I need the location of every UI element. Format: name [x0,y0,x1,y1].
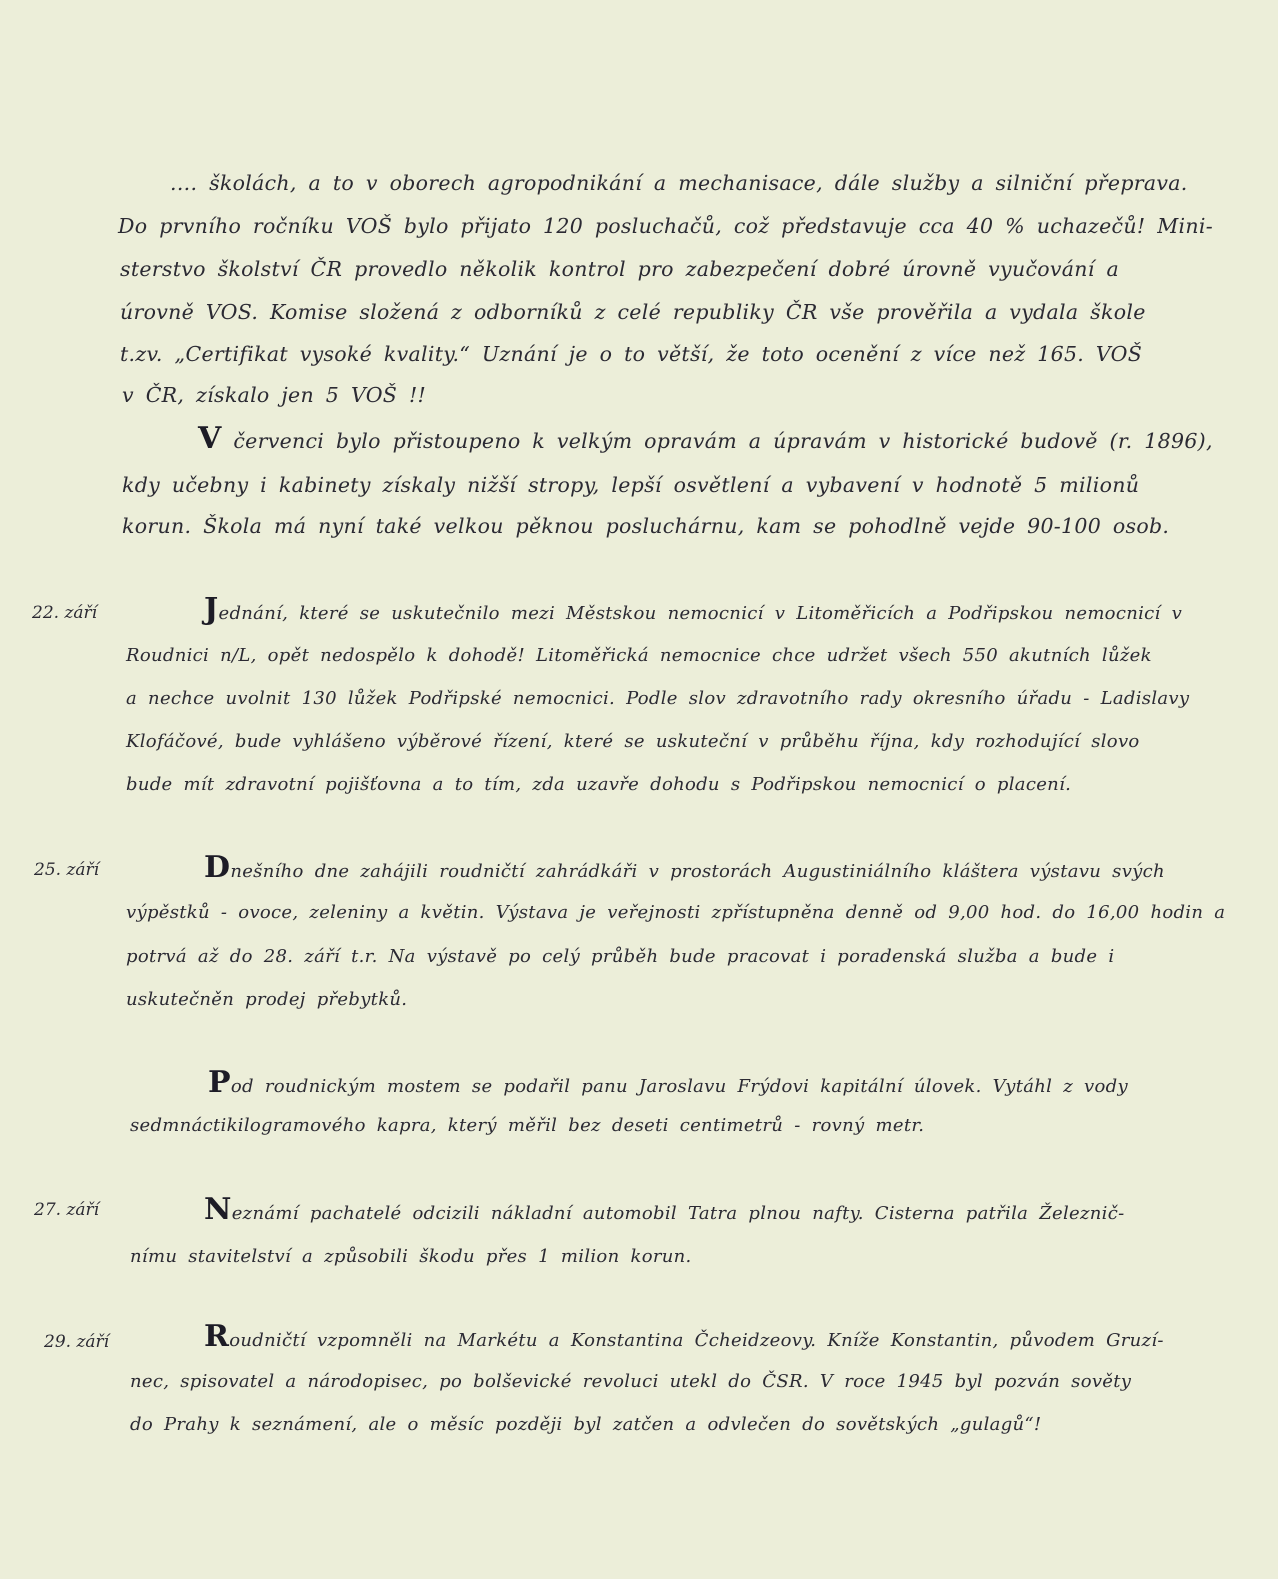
text-line: .... školách, a to v oborech agropodnikání a mechanisace, dále služby a silniční přeprava. [170,171,1188,195]
text-line: a nechce uvolnit 130 lůžek Podřipské nemocnici. Podle slov zdravotního rady okresního úřadu - Ladislavy [126,688,1190,709]
text-line: nímu stavitelství a způsobili škodu přes 1 milion korun. [130,1246,692,1267]
text-line: oudničtí vzpomněli na Markétu a Konstantina Čcheidzeovy. Kníže Konstantin, původem Gruzí- [229,1330,1164,1351]
entry-date: 29. září [44,1332,110,1352]
text-line: červenci bylo přistoupeno k velkým opravám a úpravám v historické budově (r. 1896), [221,429,1213,453]
text-line: v ČR, získalo jen 5 VOŠ !! [122,383,427,407]
text-line: nec, spisovatel a národopisec, po bolševické revoluci utekl do ČSR. V roce 1945 byl pozván sověty [130,1371,1132,1392]
decorative-initial: D [204,850,231,885]
text-line: sedmnáctikilogramového kapra, který měřil bez deseti centimetrů - rovný metr. [130,1115,925,1136]
text-line: uskutečněn prodej přebytků. [126,989,408,1010]
entry-date: 22. září [32,603,98,623]
text-line: ednání, které se uskutečnilo mezi Městskou nemocnicí v Litoměřicích a Podřipskou nemocnicí v [218,603,1183,624]
text-line: nešního dne zahájili roudničtí zahrádkáři v prostorách Augustiniálního kláštera výstavu svých [230,861,1165,882]
text-line: úrovně VOS. Komise složená z odborníků z celé republiky ČR vše prověřila a vydala škole [120,300,1146,324]
decorative-initial: N [204,1192,232,1227]
text-line: korun. Škola má nyní také velkou pěknou posluchárnu, kam se pohodlně vejde 90-100 osob. [122,514,1170,538]
text-line: sterstvo školství ČR provedlo několik kontrol pro zabezpečení dobré úrovně vyučování a [120,257,1119,281]
text-line-first [204,592,1183,627]
text-line: Klofáčové, bude vyhlášeno výběrové řízení, které se uskuteční v průběhu října, kdy rozhodující slovo [126,731,1140,752]
text-line: výpěstků - ovoce, zeleniny a květin. Výstava je veřejnosti zpřístupněna denně od 9,00 hod. do 16,00 hodin a [126,902,1226,923]
text-line: eznámí pachatelé odcizili nákladní automobil Tatra plnou nafty. Cisterna patřila Železnič- [231,1203,1125,1224]
text-line: potrvá až do 28. září t.r. Na výstavě po celý průběh bude pracovat i poradenská služba a bude i [126,946,1115,967]
text-line-first [204,850,1165,885]
decorative-initial: R [204,1319,230,1354]
text-line: bude mít zdravotní pojišťovna a to tím, zda uzavře dohodu s Podřipskou nemocnicí o placení. [126,774,1072,795]
text-line-first [204,1192,1125,1227]
decorative-initial: P [208,1065,231,1100]
text-line: kdy učebny i kabinety získaly nižší stropy, lepší osvětlení a vybavení v hodnotě 5 milionů [122,473,1140,497]
text-line: Do prvního ročníku VOŠ bylo přijato 120 posluchačů, což představuje cca 40 % uchazečů! Mini- [118,214,1213,238]
entry-date: 25. září [34,860,100,880]
text-line-first [198,421,1213,456]
text-line-first [204,1319,1164,1354]
text-line-first [208,1065,1128,1100]
decorative-initial: V [198,421,222,456]
entry-date: 27. září [34,1200,100,1220]
text-line: do Prahy k seznámení, ale o měsíc později byl zatčen a odvlečen do sovětských „gulagů“! [130,1414,1042,1435]
text-line: t.zv. „Certifikat vysoké kvality.“ Uznání je o to větší, že toto ocenění z více než 165. VOŠ [120,342,1143,366]
text-line: od roudnickým mostem se podařil panu Jaroslavu Frýdovi kapitální úlovek. Vytáhl z vody [230,1076,1128,1097]
text-line: Roudnici n/L, opět nedospělo k dohodě! Litoměřická nemocnice chce udržet všech 550 akutních lůžek [126,645,1152,666]
decorative-initial: J [204,592,219,627]
